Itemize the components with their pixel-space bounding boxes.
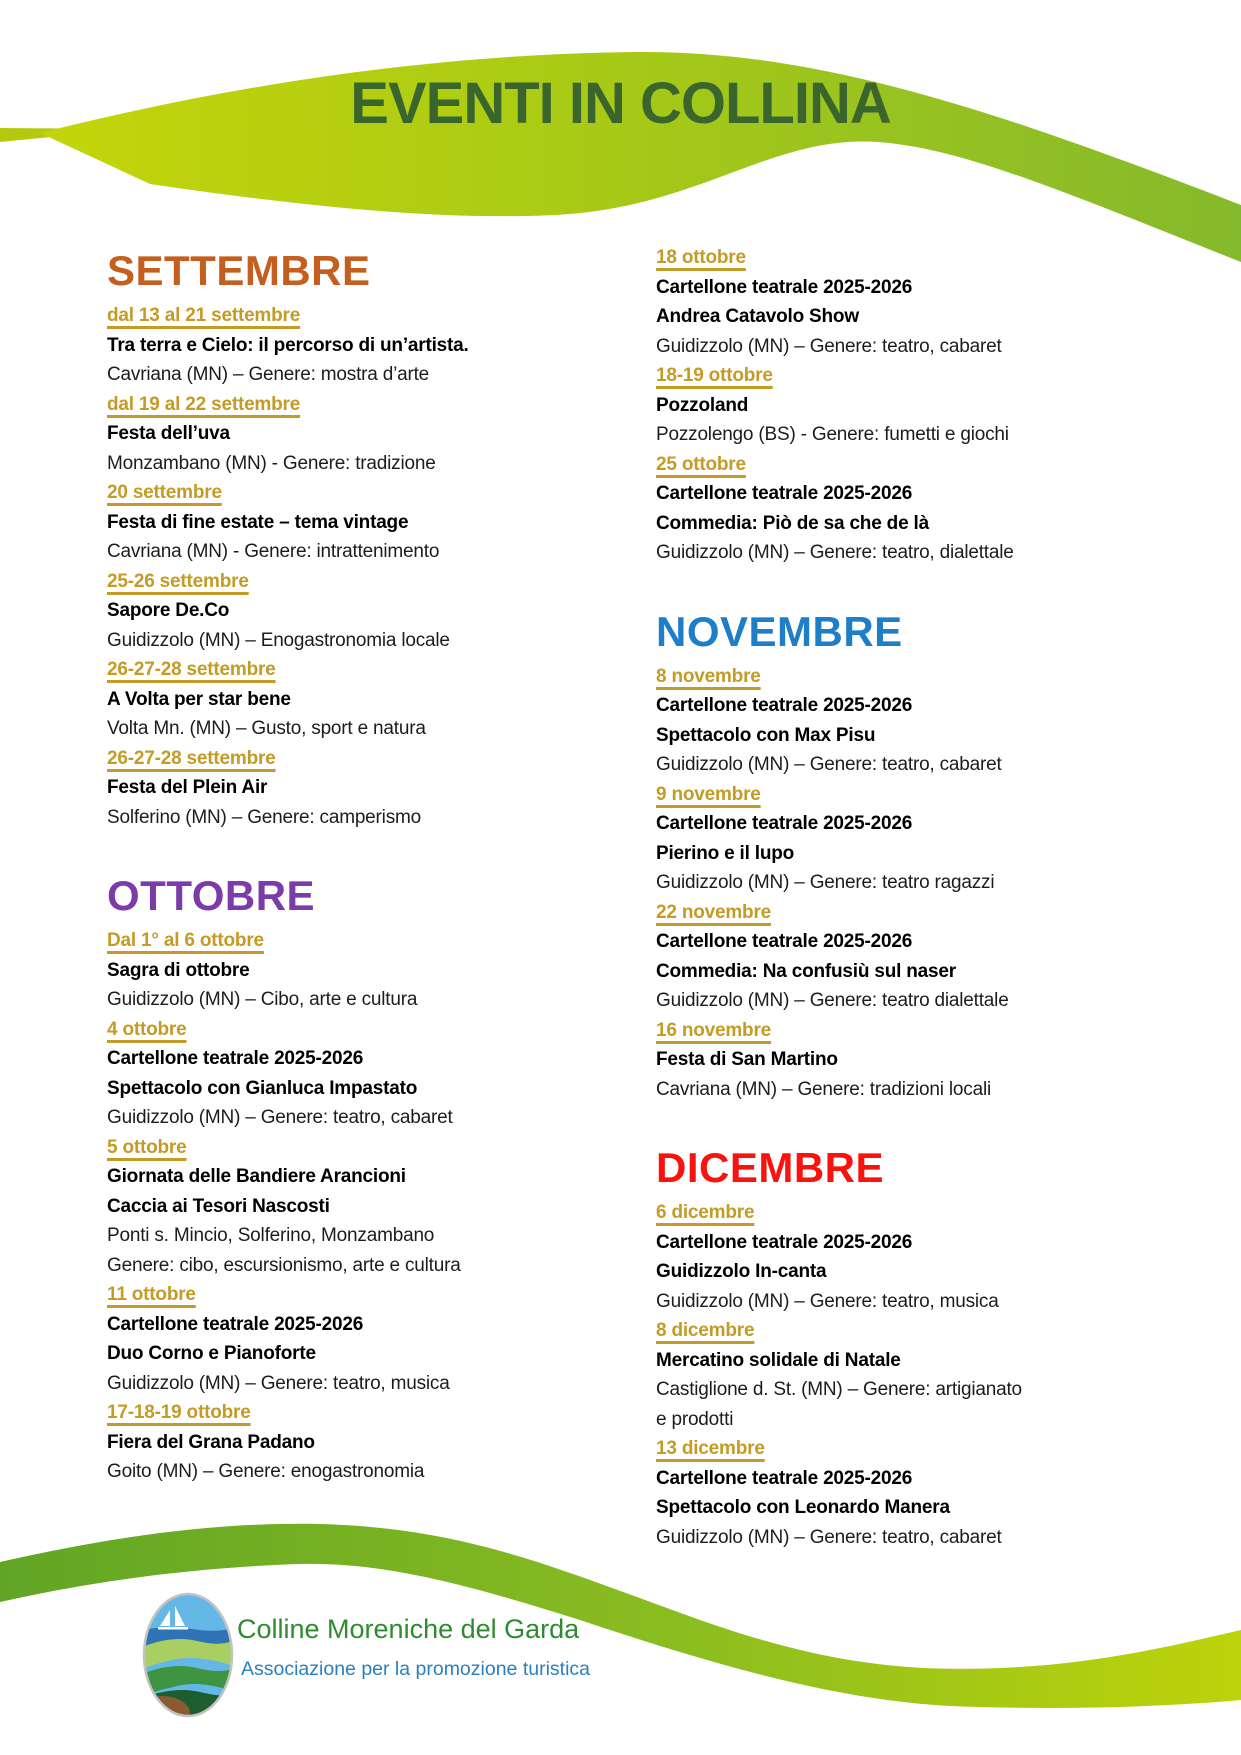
event-date: 26-27-28 settembre: [107, 747, 276, 769]
event-entry: [656, 1198, 1196, 1316]
event-title: Festa dell’uva: [107, 423, 230, 444]
event-title: Andrea Catavolo Show: [656, 306, 859, 327]
event-title: Cartellone teatrale 2025-2026: [656, 931, 913, 952]
month-header-novembre: NOVEMBRE: [656, 607, 903, 655]
event-entry: [656, 1016, 1196, 1105]
event-entry: [107, 390, 627, 479]
event-detail: Genere: cibo, escursionismo, arte e cultura: [107, 1254, 461, 1276]
month-header-settembre: SETTEMBRE: [107, 247, 371, 294]
event-title: Festa del Plein Air: [107, 777, 268, 798]
event-date: 26-27-28 settembre: [107, 659, 276, 680]
event-date: dal 19 al 22 settembre: [107, 393, 301, 415]
event-detail: Cavriana (MN) – Genere: tradizioni locali: [656, 1078, 991, 1100]
event-entry: [107, 301, 627, 390]
event-entry: [656, 1434, 1196, 1552]
event-title: Commedia: Piò de sa che de là: [656, 512, 929, 534]
event-entry: [656, 450, 1196, 568]
event-detail: Guidizzolo (MN) – Genere: teatro, dialettale: [656, 542, 1014, 563]
event-title: Cartellone teatrale 2025-2026: [107, 1048, 364, 1069]
logo-colline-moreniche: [142, 1592, 234, 1718]
event-entry: [107, 478, 627, 567]
event-detail: Guidizzolo (MN) – Genere: teatro, cabaret: [656, 1526, 1002, 1548]
event-date: 11 ottobre: [107, 1284, 196, 1305]
event-detail: Volta Mn. (MN) – Gusto, sport e natura: [107, 718, 426, 739]
event-entry: [107, 1015, 627, 1133]
event-entry: [107, 926, 627, 1015]
event-title: Tra terra e Cielo: il percorso di un’artista.: [107, 334, 469, 356]
event-detail: Guidizzolo (MN) – Cibo, arte e cultura: [107, 989, 418, 1010]
event-detail: Guidizzolo (MN) – Genere: teatro, cabaret: [107, 1107, 453, 1128]
event-entry: [656, 662, 1196, 780]
event-entry: [656, 361, 1196, 450]
event-date: 18 ottobre: [656, 247, 746, 268]
event-entry: [656, 898, 1196, 1016]
event-date: 25 ottobre: [656, 453, 746, 475]
event-title: Spettacolo con Gianluca Impastato: [107, 1077, 418, 1099]
event-date: 6 dicembre: [656, 1202, 755, 1223]
event-title: Fiera del Grana Padano: [107, 1431, 315, 1453]
event-detail: e prodotti: [656, 1408, 734, 1430]
event-detail: Monzambano (MN) - Genere: tradizione: [107, 452, 436, 474]
month-section-dicembre: [656, 1140, 1196, 1552]
event-date: 9 novembre: [656, 783, 761, 805]
month-section-ottobre: [107, 868, 627, 1487]
event-detail: Guidizzolo (MN) – Genere: teatro dialettale: [656, 990, 1009, 1011]
event-detail: Guidizzolo (MN) – Genere: teatro, cabaret: [656, 754, 1002, 775]
event-date: 17-18-19 ottobre: [107, 1402, 251, 1423]
event-title: Cartellone teatrale 2025-2026: [656, 695, 913, 716]
event-date: 25-26 settembre: [107, 570, 249, 592]
event-title: Spettacolo con Leonardo Manera: [656, 1497, 950, 1518]
event-title: Cartellone teatrale 2025-2026: [656, 1231, 913, 1253]
event-title: Cartellone teatrale 2025-2026: [656, 813, 913, 834]
page-title: EVENTI IN COLLINA: [350, 71, 891, 136]
event-detail: Cavriana (MN) - Genere: intrattenimento: [107, 541, 440, 562]
logo-title: Colline Moreniche del Garda: [237, 1614, 580, 1644]
event-detail: Castiglione d. St. (MN) – Genere: artigianato: [656, 1379, 1022, 1400]
event-title: Festa di fine estate – tema vintage: [107, 511, 409, 533]
event-entry: [107, 1398, 627, 1487]
event-detail: Guidizzolo (MN) – Enogastronomia locale: [107, 629, 450, 651]
event-date: 4 ottobre: [107, 1018, 187, 1040]
event-entry: [107, 567, 627, 656]
event-detail: Guidizzolo (MN) – Genere: teatro, musica: [107, 1372, 450, 1394]
event-title: Caccia ai Tesori Nascosti: [107, 1195, 330, 1217]
month-section-continued: [656, 243, 1196, 568]
event-entry: [656, 1316, 1196, 1434]
event-date: 20 settembre: [107, 482, 222, 503]
left-column: [107, 243, 627, 1487]
logo-subtitle: Associazione per la promozione turistica: [241, 1658, 591, 1680]
event-date: 8 novembre: [656, 665, 761, 687]
event-title: Pierino e il lupo: [656, 842, 795, 864]
event-entry: [656, 243, 1196, 361]
event-entry: [107, 1280, 627, 1398]
event-detail: Ponti s. Mincio, Solferino, Monzambano: [107, 1225, 435, 1246]
event-title: Spettacolo con Max Pisu: [656, 724, 876, 746]
event-entry: [107, 744, 627, 833]
event-title: Duo Corno e Pianoforte: [107, 1343, 316, 1364]
month-header-dicembre: DICEMBRE: [656, 1144, 885, 1191]
event-entry: [107, 655, 627, 744]
event-detail: Guidizzolo (MN) – Genere: teatro, musica: [656, 1290, 999, 1312]
event-entry: [107, 1133, 627, 1281]
event-detail: Cavriana (MN) – Genere: mostra d’arte: [107, 364, 430, 385]
event-title: Pozzoland: [656, 394, 749, 416]
event-entry: [656, 780, 1196, 898]
event-date: 5 ottobre: [107, 1136, 187, 1158]
event-title: Cartellone teatrale 2025-2026: [656, 1467, 913, 1489]
event-detail: Goito (MN) – Genere: enogastronomia: [107, 1461, 425, 1482]
event-title: A Volta per star bene: [107, 688, 291, 710]
month-section-settembre: [107, 243, 627, 832]
event-title: Cartellone teatrale 2025-2026: [656, 276, 913, 298]
event-detail: Guidizzolo (MN) – Genere: teatro, cabaret: [656, 335, 1002, 357]
month-section-novembre: [656, 604, 1196, 1105]
event-date: dal 13 al 21 settembre: [107, 305, 301, 326]
event-detail: Guidizzolo (MN) – Genere: teatro ragazzi: [656, 872, 995, 893]
month-header-ottobre: OTTOBRE: [107, 872, 316, 919]
event-title: Cartellone teatrale 2025-2026: [656, 483, 913, 504]
event-date: Dal 1° al 6 ottobre: [107, 930, 264, 951]
event-title: Festa di San Martino: [656, 1049, 838, 1070]
right-column: [656, 243, 1196, 1552]
event-date: 13 dicembre: [656, 1438, 765, 1459]
event-date: 18-19 ottobre: [656, 365, 773, 386]
event-date: 16 novembre: [656, 1019, 772, 1041]
event-title: Guidizzolo In-canta: [656, 1261, 827, 1282]
event-detail: Pozzolengo (BS) - Genere: fumetti e giochi: [656, 424, 1009, 445]
event-title: Sapore De.Co: [107, 600, 230, 621]
event-date: 22 novembre: [656, 901, 772, 923]
event-detail: Solferino (MN) – Genere: camperismo: [107, 806, 421, 828]
event-title: Sagra di ottobre: [107, 959, 250, 981]
event-date: 8 dicembre: [656, 1320, 755, 1341]
event-title: Giornata delle Bandiere Arancioni: [107, 1166, 406, 1187]
event-title: Commedia: Na confusiù sul naser: [656, 960, 956, 982]
event-title: Cartellone teatrale 2025-2026: [107, 1313, 364, 1335]
event-title: Mercatino solidale di Natale: [656, 1349, 901, 1371]
